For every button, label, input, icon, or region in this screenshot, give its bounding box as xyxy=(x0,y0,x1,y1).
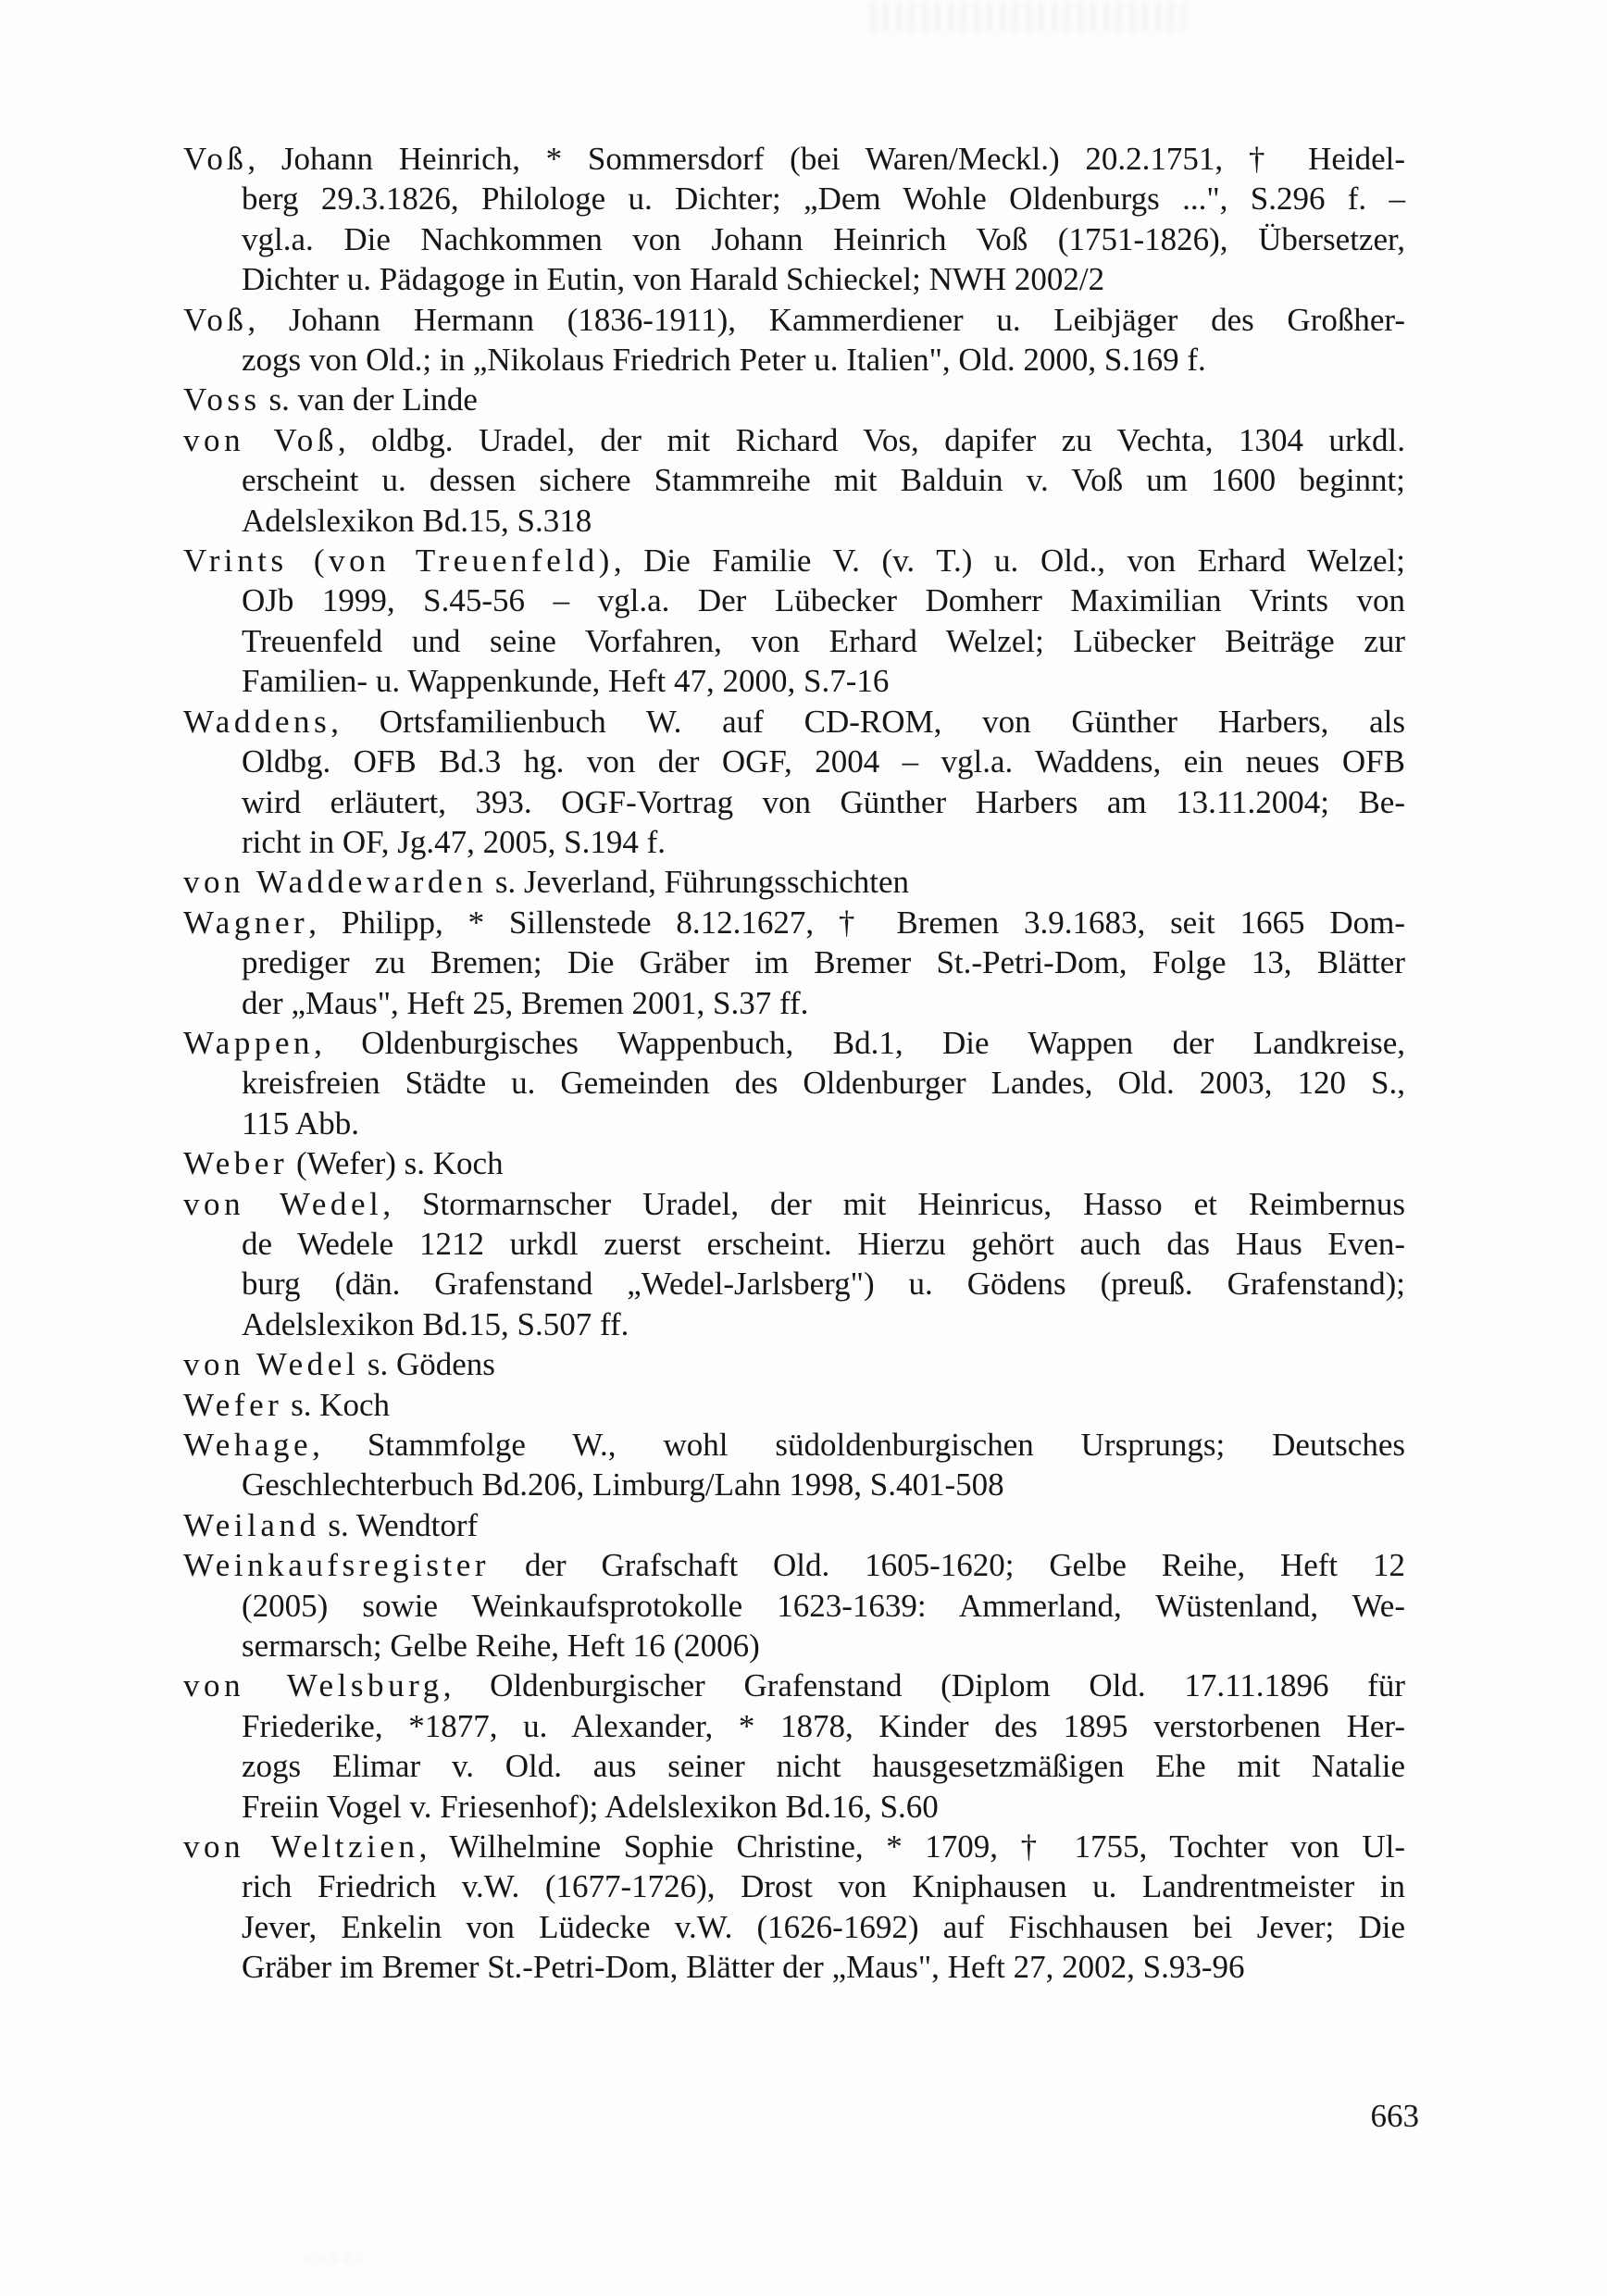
entry-line: Wefer s. Koch xyxy=(183,1386,391,1423)
entry-line: Voss s. van der Linde xyxy=(183,381,478,418)
bibliography-entry xyxy=(183,1184,1405,1345)
entry-line: von Weltzien, Wilhelmine Sophie Christine, * 1709, † 1755, Tochter von Ul- xyxy=(183,1828,1405,1866)
entry-line: von Voß, oldbg. Uradel, der mit Richard Vos, dapifer zu Vechta, 1304 urkdl. xyxy=(183,421,1405,458)
entry-line: sermarsch; Gelbe Reihe, Heft 16 (2006) xyxy=(242,1628,760,1665)
entry-line: Wagner, Philipp, * Sillenstede 8.12.1627, † Bremen 3.9.1683, seit 1665 Dom- xyxy=(183,904,1405,941)
entry-headword: von Wedel xyxy=(183,1185,383,1222)
entry-line: OJb 1999, S.45-56 – vgl.a. Der Lübecker Domherr Maximilian Vrints von xyxy=(242,582,1405,619)
entry-line: Jever, Enkelin von Lüdecke v.W. (1626-1692) auf Fischhausen bei Jever; Die xyxy=(242,1908,1405,1945)
entry-line: Familien- u. Wappenkunde, Heft 47, 2000, S.7-16 xyxy=(242,663,890,700)
entry-line: Voß, Johann Heinrich, * Sommersdorf (bei Waren/Meckl.) 20.2.1751, † Heidel- xyxy=(183,141,1405,177)
entry-headword: von Wedel xyxy=(183,1346,360,1383)
entry-headword: Voß xyxy=(183,141,248,177)
bibliography-entry xyxy=(183,1827,1405,1988)
entry-line: berg 29.3.1826, Philologe u. Dichter; „Dem Wohle Oldenburgs ...", S.296 f. – xyxy=(242,181,1405,218)
bibliography-entry xyxy=(183,420,1405,541)
entry-headword: von Voß xyxy=(183,421,338,458)
entry-line: Gräber im Bremer St.-Petri-Dom, Blätter der „Maus", Heft 27, 2002, S.93-96 xyxy=(242,1949,1245,1986)
entry-line: Waddens, Ortsfamilienbuch W. auf CD-ROM, von Günther Harbers, als xyxy=(183,703,1405,740)
entry-line: Weinkaufsregister der Grafschaft Old. 1605-1620; Gelbe Reihe, Heft 12 xyxy=(183,1547,1405,1584)
bibliography-entry xyxy=(183,702,1405,863)
entry-line: Weber (Wefer) s. Koch xyxy=(183,1145,504,1182)
bibliography-entry xyxy=(183,862,1405,902)
entry-line: burg (dän. Grafenstand „Wedel-Jarlsberg") u. Gödens (preuß. Grafenstand); xyxy=(242,1266,1405,1303)
entry-line: (2005) sowie Weinkaufsprotokolle 1623-1639: Ammerland, Wüstenland, We- xyxy=(242,1587,1405,1624)
entry-line: Adelslexikon Bd.15, S.318 xyxy=(242,502,592,539)
entry-line: rich Friedrich v.W. (1677-1726), Drost von Kniphausen u. Landrentmeister in xyxy=(242,1868,1405,1905)
entry-headword: Weiland xyxy=(183,1506,320,1543)
bibliography-entry xyxy=(183,1425,1405,1505)
bibliography-entry xyxy=(183,541,1405,702)
entry-line: Oldbg. OFB Bd.3 hg. von der OGF, 2004 – vgl.a. Waddens, ein neues OFB xyxy=(242,743,1405,780)
scan-artifact xyxy=(305,2253,361,2263)
entry-line: de Wedele 1212 urkdl zuerst erscheint. Hierzu gehört auch das Haus Even- xyxy=(242,1225,1405,1262)
entry-line: richt in OF, Jg.47, 2005, S.194 f. xyxy=(242,823,666,860)
entry-line: von Wedel s. Gödens xyxy=(183,1346,495,1383)
bibliography-entry xyxy=(183,1023,1405,1143)
entry-line: Dichter u. Pädagoge in Eutin, von Harald Schieckel; NWH 2002/2 xyxy=(242,261,1105,298)
entry-line: Adelslexikon Bd.15, S.507 ff. xyxy=(242,1305,629,1342)
entry-line: Friederike, *1877, u. Alexander, * 1878, Kinder des 1895 verstorbenen Her- xyxy=(242,1707,1405,1744)
page-number: 663 xyxy=(1370,2098,1419,2134)
entry-headword: Wappen xyxy=(183,1024,315,1061)
entry-line: kreisfreien Städte u. Gemeinden des Oldenburger Landes, Old. 2003, 120 S., xyxy=(242,1065,1405,1102)
bibliography-entry xyxy=(183,1666,1405,1827)
bibliography-entries xyxy=(183,139,1405,1988)
entry-line: Weiland s. Wendtorf xyxy=(183,1506,479,1543)
bibliography-entry xyxy=(183,300,1405,381)
entry-line: Voß, Johann Hermann (1836-1911), Kammerdiener u. Leibjäger des Großher- xyxy=(183,301,1405,338)
entry-headword: Wagner xyxy=(183,904,309,941)
entry-line: erscheint u. dessen sichere Stammreihe mit Balduin v. Voß um 1600 beginnt; xyxy=(242,462,1405,499)
scan-artifact xyxy=(870,2,1185,33)
entry-headword: Voss xyxy=(183,381,261,418)
entry-headword: von Welsburg xyxy=(183,1667,443,1704)
entry-line: wird erläutert, 393. OGF-Vortrag von Günther Harbers am 13.11.2004; Be- xyxy=(242,783,1405,820)
entry-line: von Waddewarden s. Jeverland, Führungsschichten xyxy=(183,864,910,901)
entry-line: Freiin Vogel v. Friesenhof); Adelslexikon Bd.16, S.60 xyxy=(242,1788,939,1825)
entry-line: 115 Abb. xyxy=(242,1104,360,1142)
entry-line: Treuenfeld und seine Vorfahren, von Erhard Welzel; Lübecker Beiträge zur xyxy=(242,622,1405,659)
entry-headword: Voß xyxy=(183,301,248,338)
entry-line: zogs Elimar v. Old. aus seiner nicht hausgesetzmäßigen Ehe mit Natalie xyxy=(242,1748,1405,1785)
entry-line: vgl.a. Die Nachkommen von Johann Heinrich Voß (1751-1826), Übersetzer, xyxy=(242,220,1405,257)
entry-line: von Welsburg, Oldenburgischer Grafenstand (Diplom Old. 17.11.1896 für xyxy=(183,1667,1405,1704)
entry-headword: von Waddewarden xyxy=(183,864,488,901)
bibliography-entry xyxy=(183,1385,1405,1425)
entry-line: Wehage, Stammfolge W., wohl südoldenburgischen Ursprungs; Deutsches xyxy=(183,1427,1405,1463)
entry-headword: Weinkaufsregister xyxy=(183,1547,491,1584)
bibliography-entry xyxy=(183,380,1405,419)
entry-line: Vrints (von Treuenfeld), Die Familie V. (v. T.) u. Old., von Erhard Welzel; xyxy=(183,543,1405,580)
entry-headword: Wefer xyxy=(183,1386,283,1423)
bibliography-entry xyxy=(183,903,1405,1023)
entry-line: zogs von Old.; in „Nikolaus Friedrich Peter u. Italien", Old. 2000, S.169 f. xyxy=(242,342,1206,379)
entry-headword: Vrints (von Treuenfeld) xyxy=(183,543,614,580)
entry-line: der „Maus", Heft 25, Bremen 2001, S.37 ff. xyxy=(242,984,809,1021)
bibliography-entry xyxy=(183,1545,1405,1666)
entry-line: Geschlechterbuch Bd.206, Limburg/Lahn 1998, S.401-508 xyxy=(242,1466,1004,1504)
entry-headword: Weber xyxy=(183,1145,289,1182)
entry-line: von Wedel, Stormarnscher Uradel, der mit Heinricus, Hasso et Reimbernus xyxy=(183,1185,1405,1222)
bibliography-entry xyxy=(183,1505,1405,1545)
entry-headword: Waddens xyxy=(183,703,331,740)
bibliography-entry xyxy=(183,1143,1405,1183)
entry-headword: von Weltzien xyxy=(183,1828,419,1866)
entry-headword: Wehage xyxy=(183,1427,313,1463)
bibliography-entry xyxy=(183,1344,1405,1384)
bibliography-entry xyxy=(183,139,1405,300)
entry-line: Wappen, Oldenburgisches Wappenbuch, Bd.1, Die Wappen der Landkreise, xyxy=(183,1024,1405,1061)
entry-line: prediger zu Bremen; Die Gräber im Bremer St.-Petri-Dom, Folge 13, Blätter xyxy=(242,944,1405,981)
